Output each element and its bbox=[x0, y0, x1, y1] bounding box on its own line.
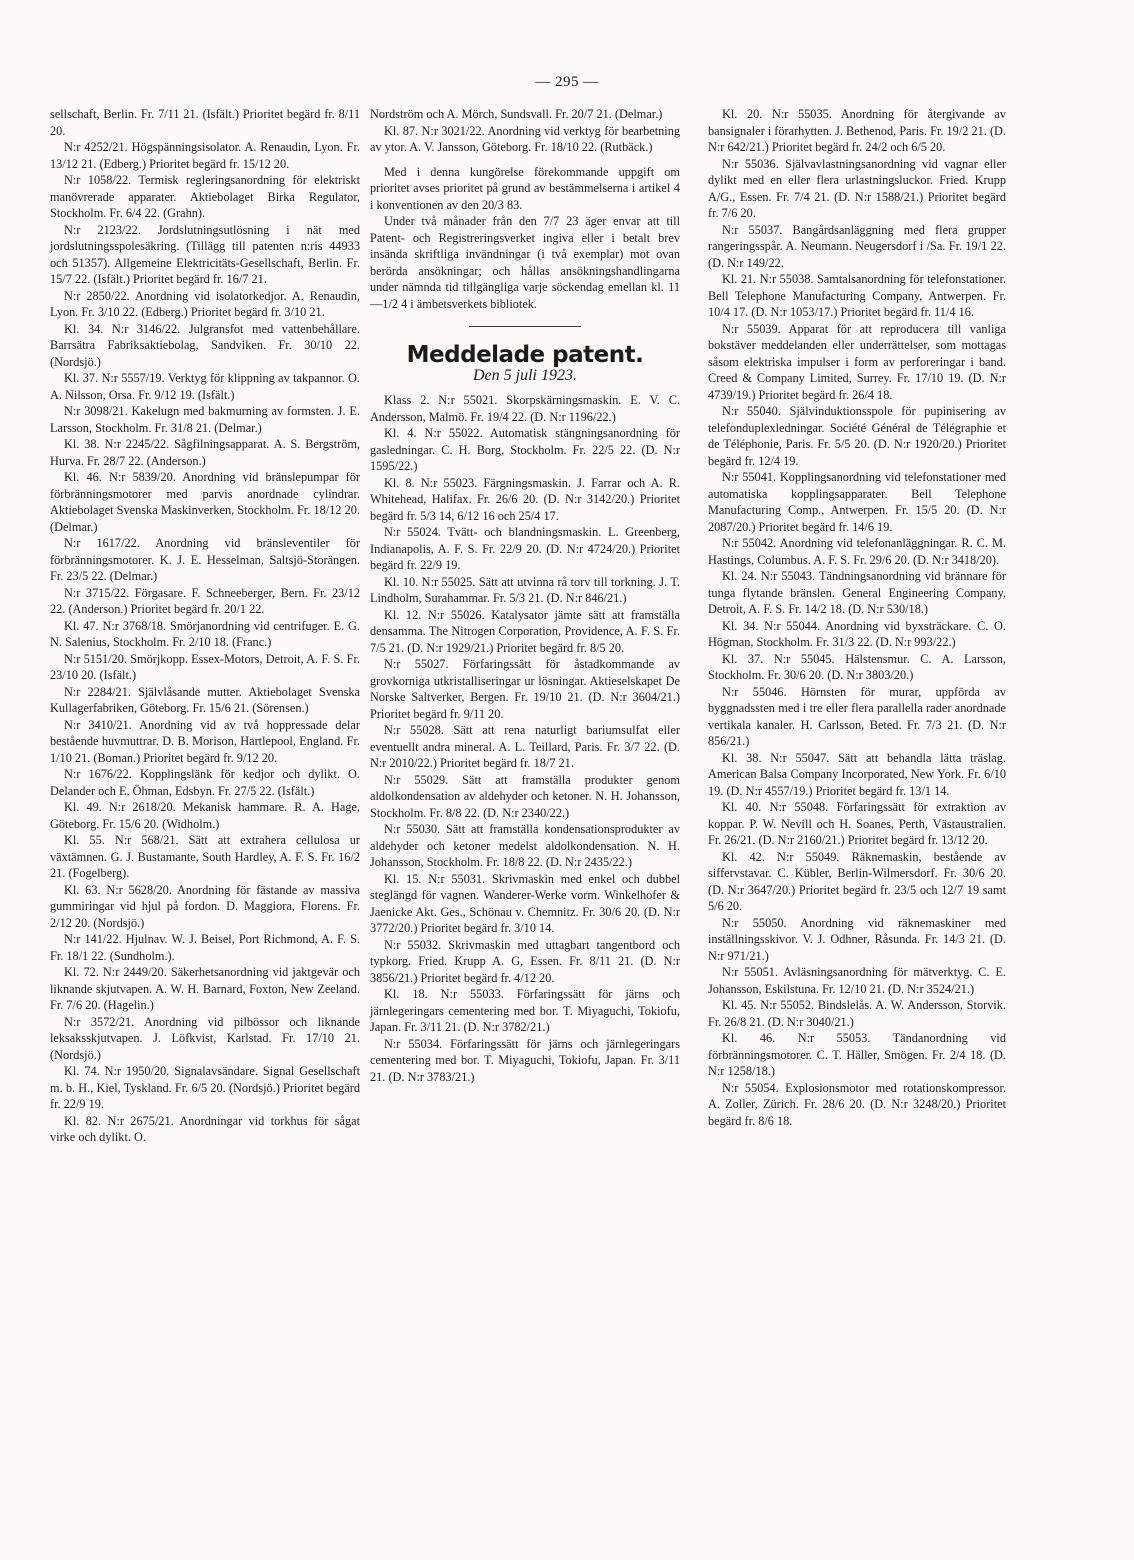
patent-entry: N:r 55041. Kopplingsanordning vid telefonstationer med automatiska kopplingsapparater. Bell Telephone Manufacturing Comp., Antwerpen. Fr. 15/5 20. (D. N:r 2087/20.) Prioritet begärd fr. 14/6 19. bbox=[708, 470, 1006, 534]
patent-entry: Kl. 38. N:r 55047. Sätt att behandla lätta träslag. American Balsa Company Incorporated, New York. Fr. 6/10 19. (D. N:r 4557/19.) Prioritet begärd fr. 13/1 14. bbox=[708, 750, 1006, 798]
patent-entry: N:r 3410/21. Anordning vid av två hoppressade delar bestående huvmuttrar. D. B. Morison, Hartlepool, England. Fr. 1/10 21. (Boman.) Prioritet begärd fr. 9/12 20. bbox=[50, 717, 360, 765]
patent-entry: Kl. 18. N:r 55033. Förfaringssätt för järns och järnlegeringars cementering med bor. T. Miyaguchi, Tokiofu, Japan. Fr. 3/11 21. (D. N:r 3782/21.) bbox=[370, 987, 680, 1034]
patent-entry: N:r 5151/20. Smörjkopp. Essex-Motors, Detroit, A. F. S. Fr. 23/10 20. (Isfält.) bbox=[50, 651, 360, 682]
patent-entry: Kl. 47. N:r 3768/18. Smörjanordning vid centrifuger. E. G. N. Salenius, Stockholm. Fr. 2/10 18. (Franc.) bbox=[50, 618, 360, 649]
patent-entry: Kl. 55. N:r 568/21. Sätt att extrahera cellulosa ur växtämnen. G. J. Bustamante, South Hardley, A. F. S. Fr. 16/2 21. (Fogelberg). bbox=[50, 833, 360, 880]
patent-entry: Kl. 21. N:r 55038. Samtalsanordning för telefonstationer. Bell Telephone Manufacturing Company, Antwerpen. Fr. 10/4 17. (D. N:r 1053/17.) Prioritet begärd fr. 11/4 16. bbox=[708, 272, 1006, 319]
patent-entry: N:r 55051. Avläsningsanordning för mätverktyg. C. E. Johansson, Eskilstuna. Fr. 12/10 21. (D. N:r 3524/21.) bbox=[708, 965, 1006, 996]
patent-entry: N:r 55029. Sätt att framställa produkter genom aldolkondensation av aldehyder och ketoner. N. H. Johansson, Stockholm. Fr. 8/8 22. (D. N:r 2340/22.) bbox=[370, 772, 680, 820]
page-number: — 295 — bbox=[535, 74, 599, 90]
patent-entry: N:r 55034. Förfaringssätt för järns och järnlegeringars cementering med bor. T. Miyaguchi, Tokiofu, Japan. Fr. 3/11 21. (D. N:r 3783/21.) bbox=[370, 1036, 680, 1084]
column-middle-top bbox=[370, 106, 680, 312]
patent-entry: Kl. 37. N:r 5557/19. Verktyg för klippning av takpannor. O. A. Nilsson, Orsa. Fr. 9/12 19. (Isfält.) bbox=[50, 371, 360, 402]
patent-entry: N:r 3715/22. Förgasare. F. Schneeberger, Bern. Fr. 23/12 22. (Anderson.) Prioritet begärd fr. 20/1 22. bbox=[50, 585, 360, 616]
section-title: Meddelade patent. bbox=[406, 342, 644, 368]
patent-entry: N:r 55037. Bangårdsanläggning med flera grupper rangeringsspår. A. Neumann. Neugersdorf i /Sa. Fr. 19/1 22. (D. N:r 149/22. bbox=[708, 222, 1006, 270]
section-divider bbox=[469, 326, 581, 327]
patent-entry: Kl. 82. N:r 2675/21. Anordningar vid torkhus för sågat virke och dylikt. O. bbox=[50, 1113, 360, 1144]
patent-entry: N:r 3572/21. Anordning vid pilbössor och liknande leksaksskjutvapen. J. Löfkvist, Karlstad. Fr. 17/10 21. (Nordsjö.) bbox=[50, 1014, 360, 1062]
patent-entry: Kl. 4. N:r 55022. Automatisk stängningsanordning för gasledningar. C. H. Borg, Stockholm. Fr. 22/5 22. (D. N:r 1595/22.) bbox=[370, 426, 680, 473]
patent-entry: N:r 55024. Tvätt- och blandningsmaskin. L. Greenberg, Indianapolis, A. F. S. Fr. 22/9 20. (D. N:r 4724/20.) Prioritet begärd fr. 22/9 19. bbox=[370, 525, 680, 572]
column-middle-bottom bbox=[370, 392, 680, 1085]
patent-entry: N:r 55050. Anordning vid räknemaskiner med inställningsskivor. V. J. Odhner, Råsunda. Fr. 14/3 21. (D. N:r 971/21.) bbox=[708, 915, 1006, 963]
patent-entry: Kl. 10. N:r 55025. Sätt att utvinna rå torv till torkning. J. T. Lindholm, Surahammar. Fr. 5/3 21. (D. N:r 846/21.) bbox=[370, 574, 680, 605]
patent-entry: N:r 55039. Apparat för att reproducera till vanliga bokstäver meddelanden eller underrättelser, som mottagas såsom elektriska impulser i form av perforeringar i band. Creed & Company Limited, Surrey. Fr. 17/10 19. (D. N:r 4739/19.) Prioritet begärd fr. 26/4 18. bbox=[708, 321, 1006, 402]
patent-entry: Kl. 34. N:r 55044. Anordning vid byxsträckare. C. O. Högman, Stockholm. Fr. 31/3 22. (D. N:r 993/22.) bbox=[708, 618, 1006, 649]
patent-entry: N:r 55028. Sätt att rena naturligt bariumsulfat eller eventuellt andra mineral. A. L. Teillard, Paris. Fr. 3/7 22. (D. N:r 2010/22.) Prioritet begärd fr. 18/7 21. bbox=[370, 723, 680, 770]
patent-entry: Kl. 20. N:r 55035. Anordning för återgivande av bansignaler i förarhytten. J. Bethenod, Paris. Fr. 19/2 21. (D. N:r 642/21.) Prioritet begärd fr. 24/2 och 6/5 20. bbox=[708, 107, 1006, 154]
patent-entry: N:r 55046. Hörnsten för murar, uppförda av byggnadssten med i tre eller flera parallella rader anordnade vertikala kanaler. H. Carlsson, Beted. Fr. 7/3 21. (D. N:r 856/21.) bbox=[708, 684, 1006, 748]
patent-entry: N:r 55040. Självinduktionsspole för pupinisering av telefonduplexledningar. Société Général de Télégraphie et de Téléphonie, Paris. Fr. 5/5 20. (D. N:r 1920/20.) Prioritet begärd fr. 12/4 19. bbox=[708, 404, 1006, 468]
column-left bbox=[50, 106, 360, 1146]
patent-entry: N:r 2850/22. Anordning vid isolatorkedjor. A. Renaudin, Lyon. Fr. 3/10 22. (Edberg.) Prioritet begärd fr. 3/10 21. bbox=[50, 288, 360, 319]
patent-entry: Kl. 45. N:r 55052. Bindslelås. A. W. Andersson, Storvik. Fr. 26/8 21. (D. N:r 3040/21.) bbox=[708, 998, 1006, 1029]
patent-entry: Kl. 37. N:r 55045. Hälstensmur. C. A. Larsson, Stockholm. Fr. 30/6 20. (D. N:r 3803/20.) bbox=[708, 651, 1006, 682]
patent-entry: N:r 3098/21. Kakelugn med bakmurning av formsten. J. E. Larsson, Stockholm. Fr. 31/8 21. (Delmar.) bbox=[50, 404, 360, 435]
patent-entry: Kl. 42. N:r 55049. Räknemaskin, bestående av siffervstavar. C. Kübler, Berlin-Wilmersdorf. Fr. 30/6 20. (D. N:r 3647/20.) Prioritet begärd fr. 23/5 och 12/7 19 samt 5/6 20. bbox=[708, 849, 1006, 913]
patent-entry: sellschaft, Berlin. Fr. 7/11 21. (Isfält.) Prioritet begärd fr. 8/11 20. bbox=[50, 107, 360, 138]
patent-entry: Kl. 74. N:r 1950/20. Signalavsändare. Signal Gesellschaft m. b. H., Kiel, Tyskland. Fr. 6/5 20. (Nordsjö.) Prioritet begärd fr. 22/9 19. bbox=[50, 1064, 360, 1111]
patent-entry: Kl. 38. N:r 2245/22. Sågfilningsapparat. A. S. Bergström, Hurva. Fr. 28/7 22. (Anderson.) bbox=[50, 437, 360, 468]
notice-paragraph: Under två månader från den 7/7 23 äger envar att till Patent- och Registreringsverket ingiva eller i betalt brev insända skriftliga invändningar (i två exemplar) mot ovan berörda ansökningar; och hållas ansökningshandlingarna under nämnda tid tillgängliga varje söckendag emellan kl. 11—1/2 4 i ämbetsverkets bibliotek. bbox=[370, 214, 680, 311]
patent-entry: N:r 1617/22. Anordning vid bränsleventiler för förbränningsmotorer. K. J. E. Hesselman, Saltsjö-Storängen. Fr. 23/5 22. (Delmar.) bbox=[50, 536, 360, 583]
patent-entry: N:r 4252/21. Högspänningsisolator. A. Renaudin, Lyon. Fr. 13/12 21. (Edberg.) Prioritet begärd fr. 15/12 20. bbox=[50, 140, 360, 171]
patent-entry: Kl. 63. N:r 5628/20. Anordning för fästande av massiva gummiringar vid hjul på fordon. D. Maggiora, Florens. Fr. 2/12 20. (Nordsjö.) bbox=[50, 882, 360, 930]
patent-entry: N:r 2123/22. Jordslutningsutlösning i nät med jordslutningsspolesäkring. (Tillägg till patenten n:ris 44933 och 51357). Allgemeine Elektricitäts-Gesellschaft, Berlin. Fr. 15/7 22. (Isfält.) Prioritet begärd fr. 16/7 21. bbox=[50, 222, 360, 286]
patent-entry: N:r 55027. Förfaringssätt för åstadkommande av grovkorniga utkristalliseringar ur lösningar. Aktieselskapet De Norske Saltverker, Bergen. Fr. 19/10 21. (D. N:r 3604/21.) Prioritet begärd fr. 9/11 20. bbox=[370, 657, 680, 721]
patent-entry: Klass 2. N:r 55021. Skorpskärningsmaskin. E. V. C. Andersson, Malmö. Fr. 19/4 22. (D. N:r 1196/22.) bbox=[370, 393, 680, 424]
patent-entry: Kl. 15. N:r 55031. Skrivmaskin med enkel och dubbel steglängd för vagnen. Wanderer-Werke vorm. Winkelhofer & Jaenicke Akt. Ges., Schönau v. Chemnitz. Fr. 30/6 20. (D. N:r 3772/20.) Prioritet begärd fr. 3/10 14. bbox=[370, 871, 680, 935]
patent-entry: N:r 2284/21. Självlåsande mutter. Aktiebolaget Svenska Kullagerfabriken, Göteborg. Fr. 15/6 21. (Sörensen.) bbox=[50, 684, 360, 715]
patent-entry: Kl. 40. N:r 55048. Förfaringssätt för extraktion av koppar. P. W. Nevill och H. Soanes, Perth, Västaustralien. Fr. 26/21. (D. N:r 2160/21.) Prioritet begärd fr. 13/12 20. bbox=[708, 800, 1006, 847]
patent-entry: N:r 55042. Anordning vid telefonanläggningar. R. C. M. Hastings, Columbus. A. F. S. Fr. 29/6 20. (D. N:r 3418/20). bbox=[708, 536, 1006, 567]
patent-entry: Kl. 49. N:r 2618/20. Mekanisk hammare. R. A. Hage, Göteborg. Fr. 15/6 20. (Widholm.) bbox=[50, 800, 360, 831]
patent-entry: Kl. 46. N:r 55053. Tändanordning vid förbränningsmotorer. C. T. Häller, Smögen. Fr. 2/4 18. (D. N:r 1258/18.) bbox=[708, 1031, 1006, 1078]
notice-paragraph: Med i denna kungörelse förekommande uppgift om prioritet avses prioritet på grund av bestämmelserna i artikel 4 i konventionen av den 20/3 83. bbox=[370, 164, 680, 212]
patent-entry: Nordström och A. Mörch, Sundsvall. Fr. 20/7 21. (Delmar.) bbox=[370, 107, 663, 121]
patent-entry: N:r 55054. Explosionsmotor med rotationskompressor. A. Zoller, Zürich. Fr. 28/6 20. (D. N:r 3248/20.) Prioritet begärd fr. 8/6 18. bbox=[708, 1080, 1006, 1128]
patent-entry: N:r 1058/22. Termisk regleringsanordning för elektriskt manövrerade apparater. Aktiebolaget Birka Regulator, Stockholm. Fr. 6/4 22. (Grahn). bbox=[50, 173, 360, 220]
patent-entry: Kl. 24. N:r 55043. Tändningsanordning vid brännare för tunga flytande bränslen. General Engineering Company, Detroit, A. F. S. Fr. 14/2 18. (D. N:r 530/18.) bbox=[708, 569, 1006, 616]
patent-entry: N:r 1676/22. Kopplingslänk för kedjor och dylikt. O. Delander och E. Öhman, Edsbyn. Fr. 27/5 22. (Isfält.) bbox=[50, 767, 360, 798]
patent-entry: N:r 141/22. Hjulnav. W. J. Beisel, Port Richmond, A. F. S. Fr. 18/1 22. (Sundholm.). bbox=[50, 932, 360, 963]
patent-entry: Kl. 34. N:r 3146/22. Julgransfot med vattenbehållare. Barrsätra Fabriksaktiebolag, Sandviken. Fr. 30/10 22. (Nordsjö.) bbox=[50, 321, 360, 369]
column-right bbox=[708, 106, 1006, 1129]
patent-entry: N:r 55030. Sätt att framställa kondensationsprodukter av aldehyder och ketoner medelst aldolkondensation. N. H. Johansson, Stockholm. Fr. 18/8 22. (D. N:r 2435/22.) bbox=[370, 822, 680, 869]
patent-entry: Kl. 8. N:r 55023. Färgningsmaskin. J. Farrar och A. R. Whitehead, Halifax. Fr. 26/6 20. (D. N:r 3142/20.) Prioritet begärd fr. 5/3 14, 6/12 16 och 25/4 17. bbox=[370, 475, 680, 523]
patent-entry: N:r 55036. Självavlastningsanordning vid vagnar eller dylikt med en eller flera urlastningsluckor. Fried. Krupp A/G., Essen. Fr. 7/4 21. (D. N:r 1588/21.) Prioritet begärd fr. 7/6 20. bbox=[708, 156, 1006, 220]
patent-entry: Kl. 12. N:r 55026. Katalysator jämte sätt att framställa densamma. The Nitrogen Corporation, Providence, A. F. S. Fr. 7/5 21. (D. N:r 1929/21.) Prioritet begärd fr. 8/5 20. bbox=[370, 607, 680, 655]
section-date: Den 5 juli 1923. bbox=[473, 366, 577, 384]
patent-entry: Kl. 46. N:r 5839/20. Anordning vid bränslepumpar för förbränningsmotorer med parvis anordnade cylindrar. Aktiebolaget Svenska Maskinverken, Stockholm. Fr. 18/12 20. (Delmar.) bbox=[50, 470, 360, 534]
patent-entry: Kl. 72. N:r 2449/20. Säkerhetsanordning vid jaktgevär och liknande skjutvapen. A. W. H. Barnard, Foxton, New Zeeland. Fr. 7/6 20. (Hagelin.) bbox=[50, 965, 360, 1012]
patent-entry: Kl. 87. N:r 3021/22. Anordning vid verktyg för bearbetning av ytor. A. V. Jansson, Göteborg. Fr. 18/10 22. (Rutbäck.) bbox=[370, 123, 680, 154]
patent-entry: N:r 55032. Skrivmaskin med uttagbart tangentbord och typkorg. Fried. Krupp A. G, Essen. Fr. 8/11 21. (D. N:r 3856/21.) Prioritet begärd fr. 4/12 20. bbox=[370, 937, 680, 985]
column-middle bbox=[370, 106, 680, 1085]
